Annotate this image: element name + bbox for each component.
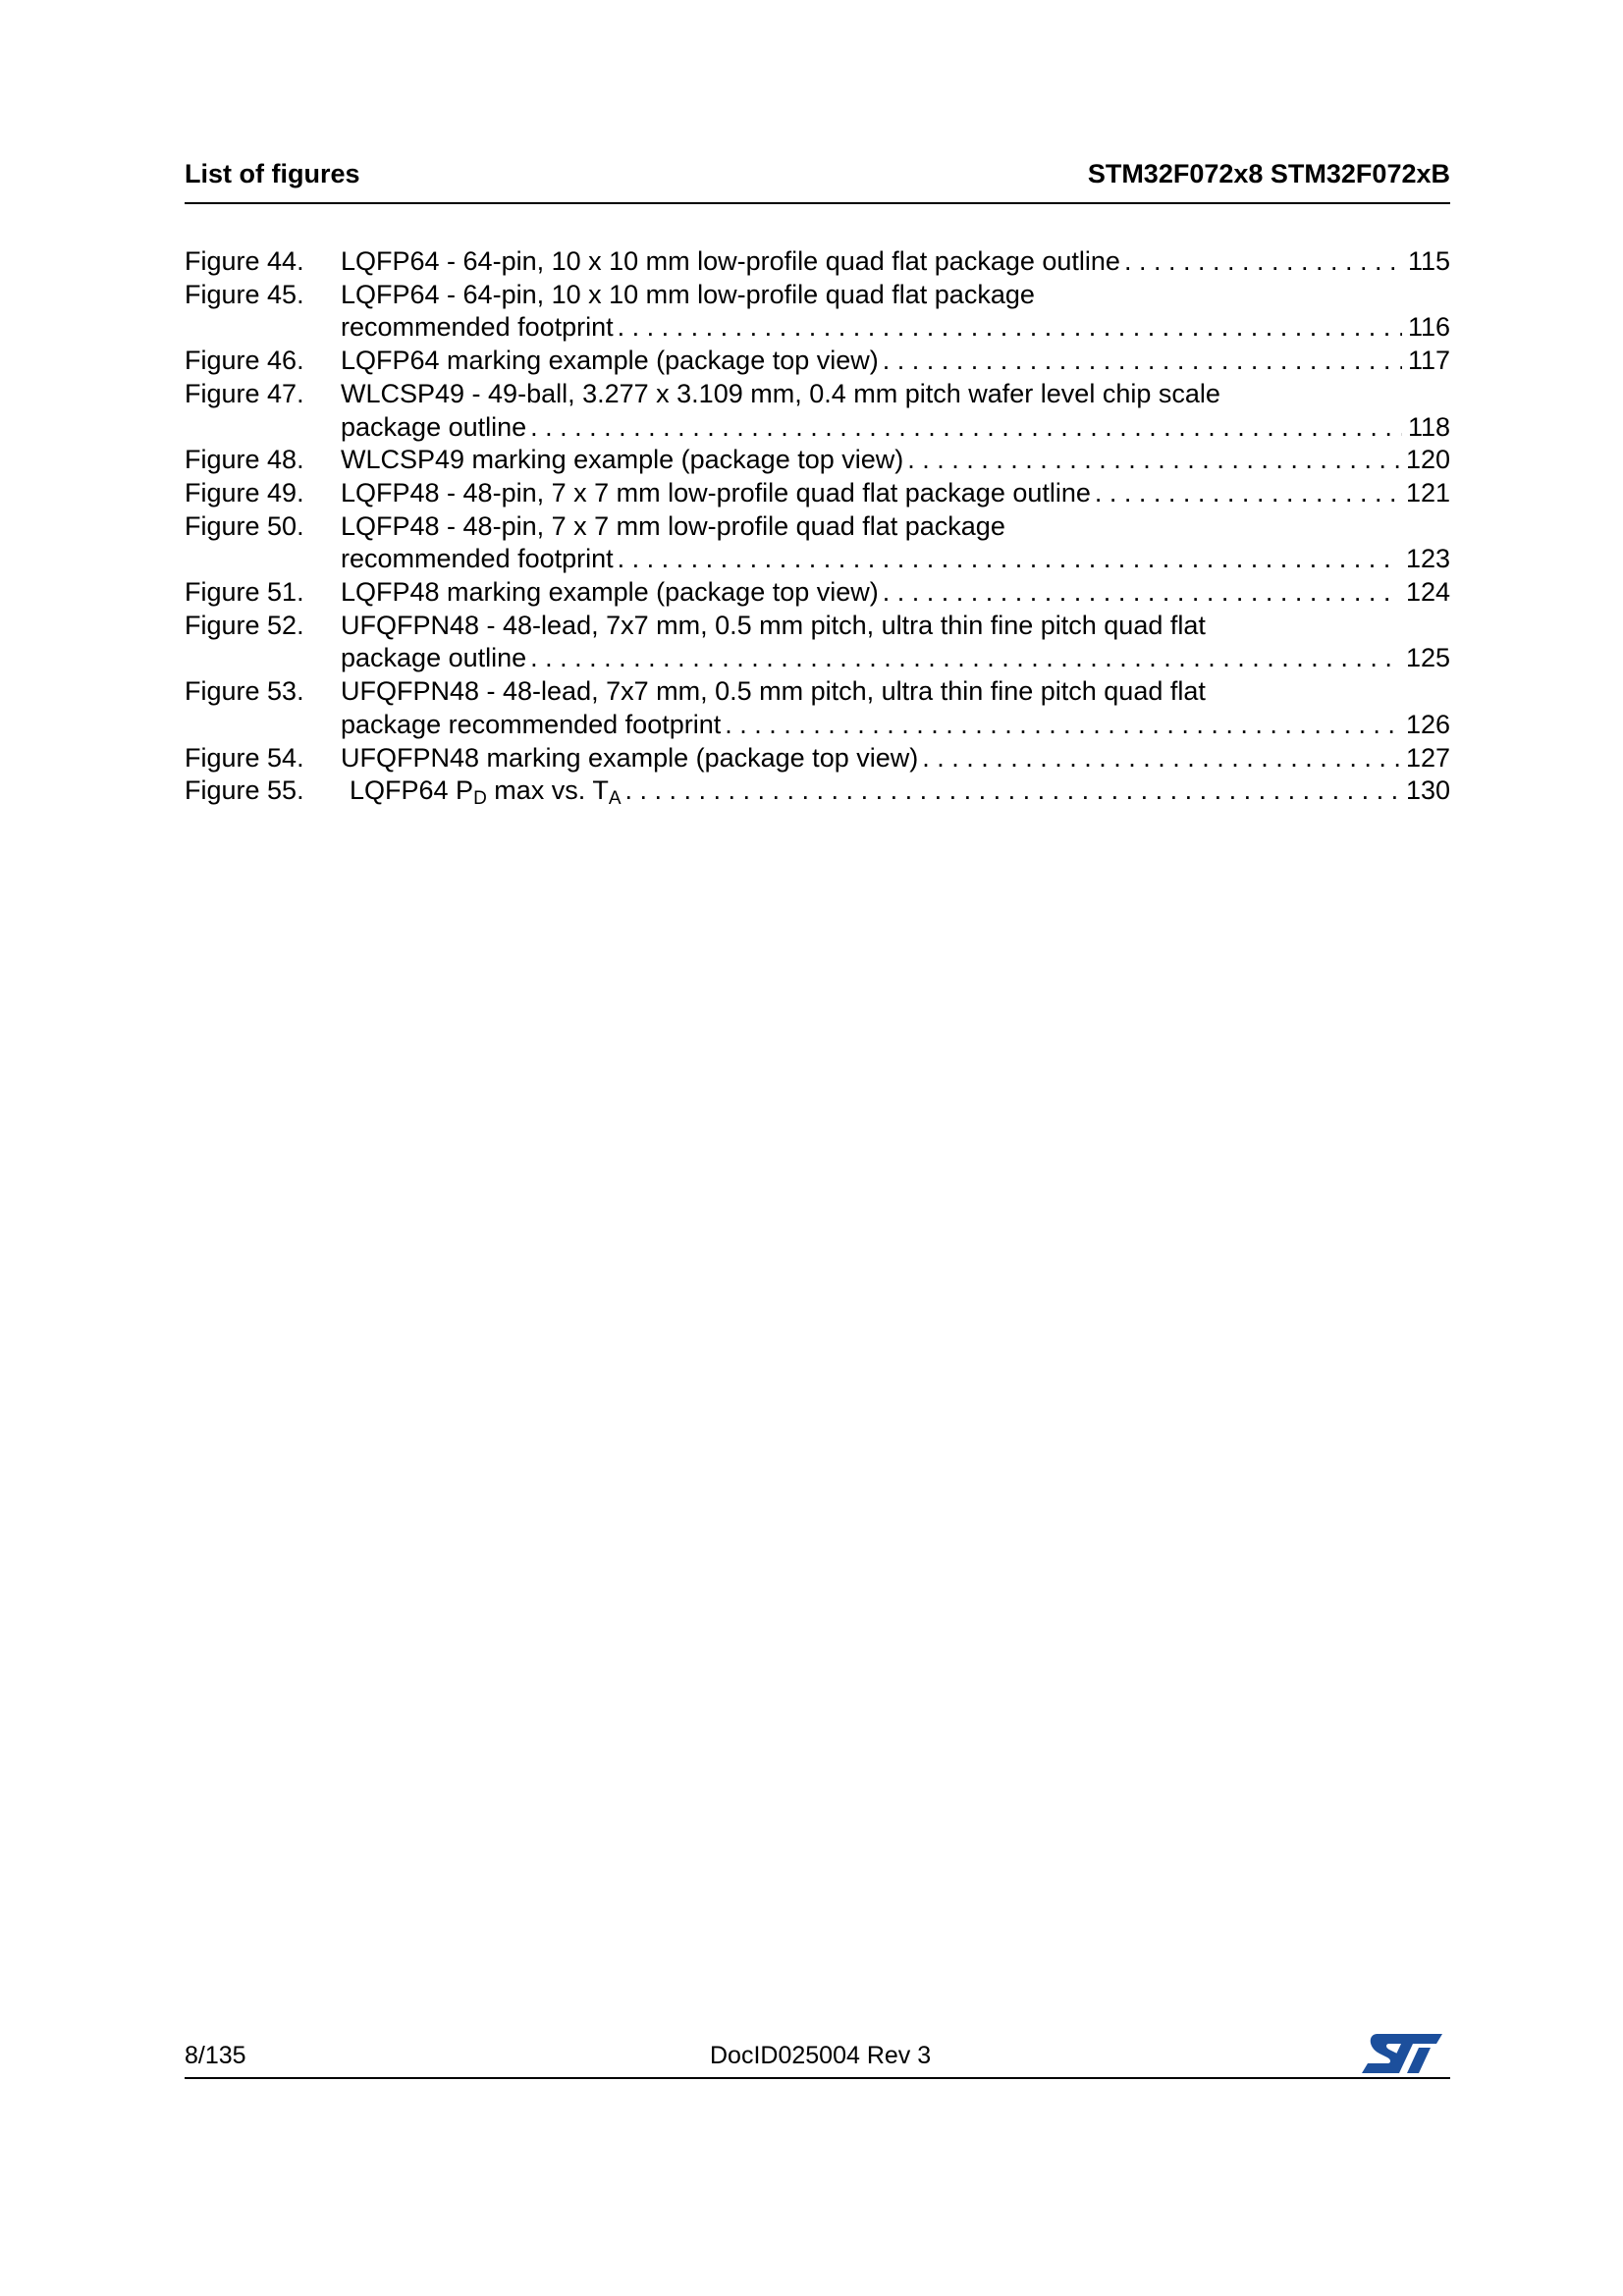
figure-title: LQFP64 - 64-pin, 10 x 10 mm low-profile quad flat package <box>341 279 1035 309</box>
toc-entry[interactable] <box>185 576 1450 610</box>
page-reference: 116 <box>1407 312 1450 343</box>
figure-title: LQFP48 marking example (package top view) <box>341 577 879 608</box>
page-reference: 124 <box>1405 577 1450 608</box>
figure-title: package recommended footprint <box>341 709 722 739</box>
toc-entry[interactable] <box>185 245 1450 279</box>
figure-number: Figure 46. <box>185 346 304 376</box>
section-title: List of figures <box>185 159 360 188</box>
page-reference: 118 <box>1407 411 1450 442</box>
dot-leader <box>1124 245 1402 279</box>
toc-entry-figure-55[interactable] <box>185 774 1450 808</box>
dot-leader <box>907 444 1400 477</box>
figure-title: recommended footprint <box>341 544 614 574</box>
figure-title: WLCSP49 - 49-ball, 3.277 x 3.109 mm, 0.4 mm pitch wafer level chip scale <box>341 378 1220 408</box>
figure-title: LQFP48 - 48-pin, 7 x 7 mm low-profile quad flat package <box>341 510 1005 541</box>
document-id: DocID025004 Rev 3 <box>710 2042 932 2069</box>
page-reference: 117 <box>1407 346 1450 376</box>
figure-number: Figure 52. <box>185 610 304 640</box>
figure-number: Figure 55. <box>185 775 304 806</box>
figure-number: Figure 54. <box>185 742 304 773</box>
dot-leader <box>618 543 1400 576</box>
figure-number: Figure 47. <box>185 378 304 408</box>
figure-number: Figure 49. <box>185 477 304 507</box>
figure-title: UFQFPN48 marking example (package top view) <box>341 742 919 773</box>
figure-number: Figure 48. <box>185 445 304 475</box>
figure-title: LQFP64 marking example (package top view) <box>341 346 879 376</box>
figure-title: UFQFPN48 - 48-lead, 7x7 mm, 0.5 mm pitch, ultra thin fine pitch quad flat <box>341 676 1206 707</box>
toc-entry[interactable] <box>185 610 1450 675</box>
dot-leader <box>625 774 1400 808</box>
header-rule <box>185 202 1450 204</box>
toc-entry[interactable] <box>185 444 1450 477</box>
page-reference: 120 <box>1405 445 1450 475</box>
page-reference: 127 <box>1405 742 1450 773</box>
figure-title: package outline <box>341 411 527 442</box>
figure-number: Figure 44. <box>185 246 304 276</box>
dot-leader <box>725 709 1400 742</box>
footer-rule <box>185 2077 1450 2079</box>
list-of-figures <box>185 245 1450 808</box>
toc-entry[interactable] <box>185 675 1450 741</box>
figure-title: WLCSP49 marking example (package top view) <box>341 445 904 475</box>
dot-leader <box>883 345 1402 378</box>
dot-leader <box>530 411 1402 445</box>
figure-number: Figure 53. <box>185 676 304 707</box>
toc-entry[interactable] <box>185 477 1450 510</box>
dot-leader <box>922 742 1400 775</box>
page-reference: 123 <box>1405 544 1450 574</box>
page-reference: 130 <box>1405 775 1450 806</box>
product-name: STM32F072x8 STM32F072xB <box>1087 159 1450 188</box>
dot-leader <box>530 642 1400 675</box>
page-header <box>185 157 1450 204</box>
page-footer <box>185 2038 1450 2077</box>
figure-title: LQFP48 - 48-pin, 7 x 7 mm low-profile quad flat package outline <box>341 477 1091 507</box>
figure-title: UFQFPN48 - 48-lead, 7x7 mm, 0.5 mm pitch, ultra thin fine pitch quad flat <box>341 610 1206 640</box>
toc-entry[interactable] <box>185 279 1450 345</box>
figure-number: Figure 50. <box>185 510 304 541</box>
page-reference: 115 <box>1407 246 1450 276</box>
figure-title: LQFP64 - 64-pin, 10 x 10 mm low-profile quad flat package outline <box>341 246 1120 276</box>
dot-leader <box>883 576 1400 610</box>
figure-number: Figure 45. <box>185 279 304 309</box>
page-reference: 125 <box>1405 643 1450 673</box>
toc-entry[interactable] <box>185 378 1450 444</box>
toc-entry[interactable] <box>185 510 1450 576</box>
toc-entry[interactable] <box>185 345 1450 378</box>
figure-title: recommended footprint <box>341 312 614 343</box>
dot-leader <box>618 311 1402 345</box>
toc-entry[interactable] <box>185 742 1450 775</box>
st-logo-icon <box>1360 2030 1444 2077</box>
page-number: 8/135 <box>185 2042 246 2069</box>
page-reference: 126 <box>1405 709 1450 739</box>
page-reference: 121 <box>1405 477 1450 507</box>
dot-leader <box>1095 477 1400 510</box>
figure-number: Figure 51. <box>185 577 304 608</box>
figure-title: LQFP64 $P_D$ max vs. $T_A$ <box>350 775 622 810</box>
figure-title: package outline <box>341 643 527 673</box>
